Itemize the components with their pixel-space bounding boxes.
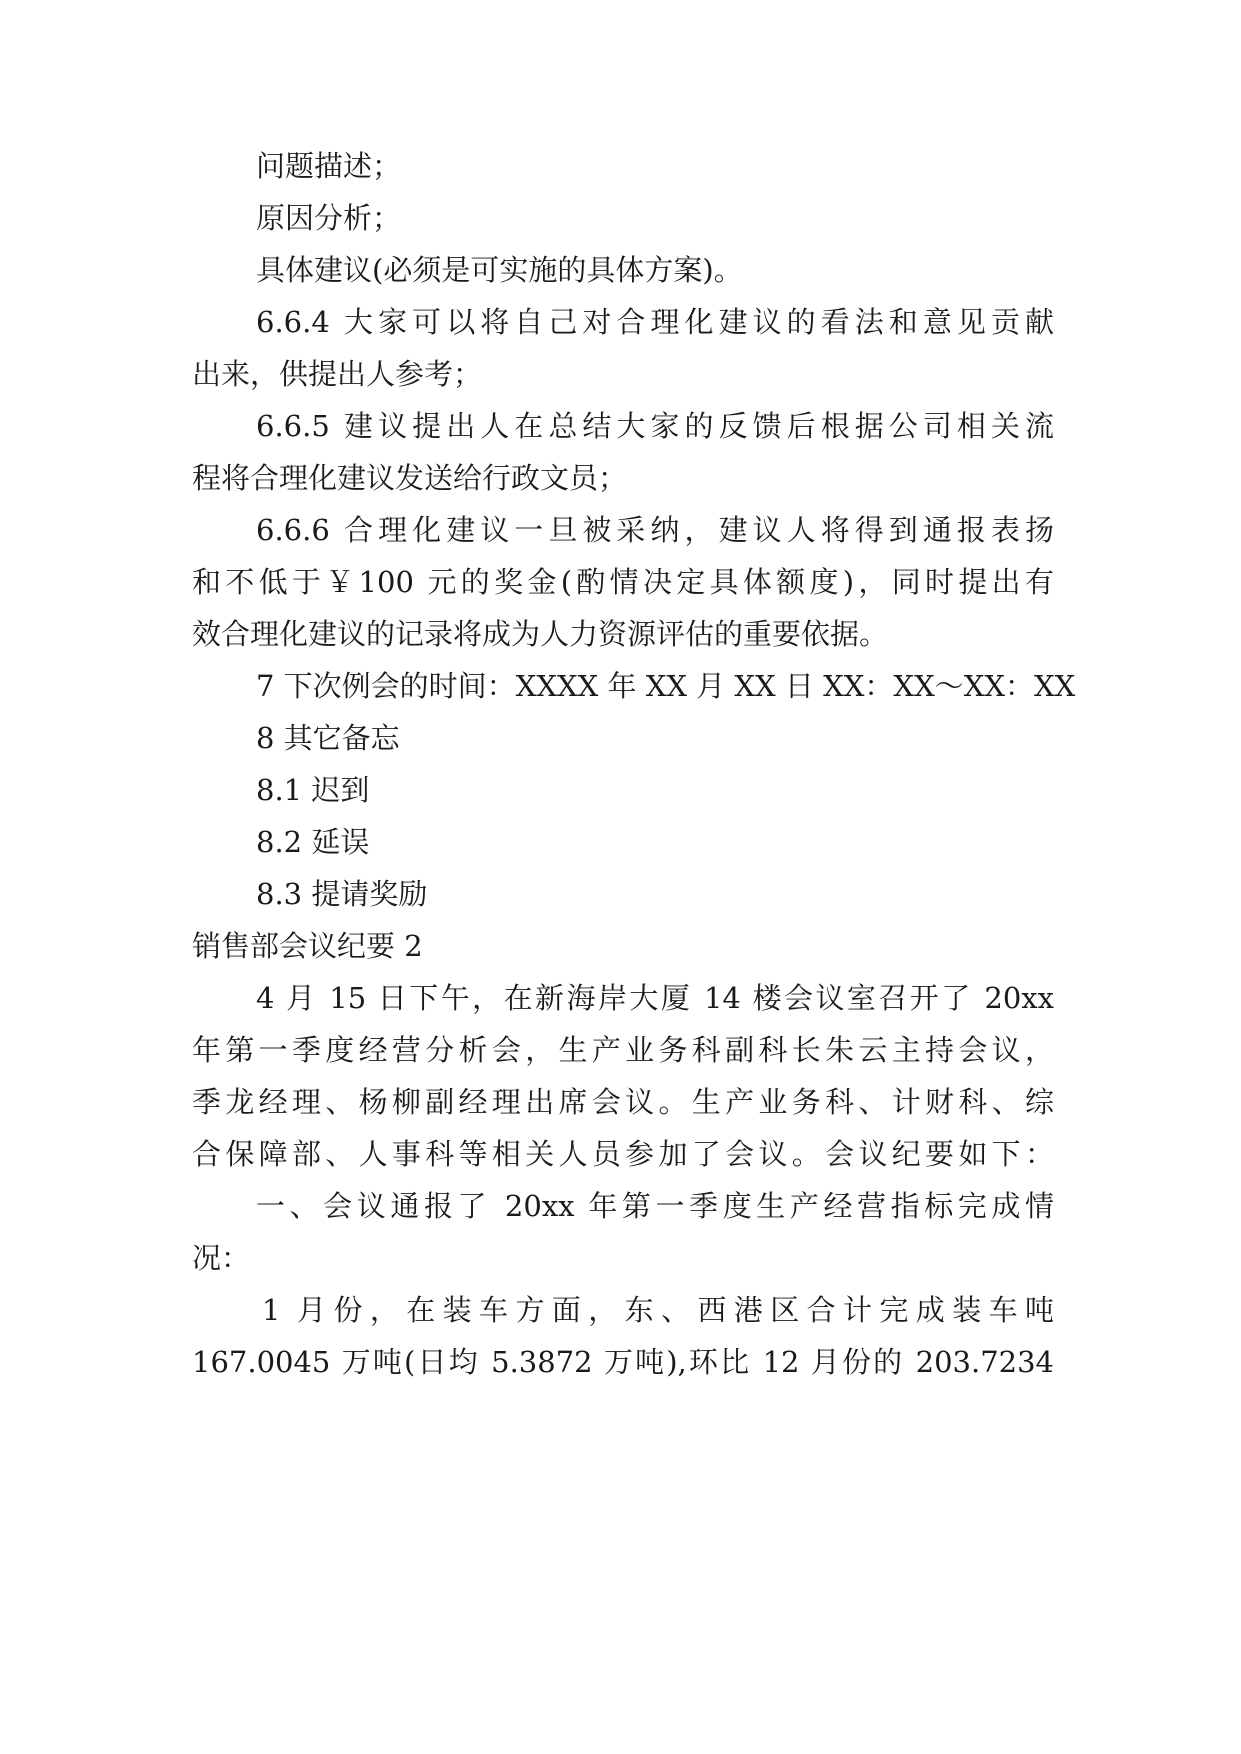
text-line: 效合理化建议的记录将成为人力资源评估的重要依据。 [192,617,889,651]
text-line: 季龙经理、杨柳副经理出席会议。生产业务科、计财科、综 [192,1085,1054,1119]
text-line: 6.6.5 建议提出人在总结大家的反馈后根据公司相关流 [256,409,1054,443]
text-line: 167.0045 万吨(日均 5.3872 万吨),环比 12 月份的 203.7234 [192,1345,1054,1379]
text-line: 6.6.6 合理化建议一旦被采纳，建议人将得到通报表扬 [256,513,1054,547]
text-line: 问题描述； [256,149,402,183]
text-line: 原因分析； [256,201,402,235]
section-heading: 销售部会议纪要 2 [192,929,423,963]
text-line: 一、会议通报了 20xx 年第一季度生产经营指标完成情 [256,1189,1054,1223]
text-line: 1 月份，在装车方面，东、西港区合计完成装车吨 [262,1293,1054,1327]
text-line: 4 月 15 日下午，在新海岸大厦 14 楼会议室召开了 20xx [256,981,1054,1015]
text-line: 8 其它备忘 [256,721,400,755]
text-line: 程将合理化建议发送给行政文员； [192,461,628,495]
text-line: 8.3 提请奖励 [256,877,428,911]
text-line: 8.1 迟到 [256,773,370,807]
text-line: 和不低于￥100 元的奖金(酌情决定具体额度)，同时提出有 [192,565,1054,599]
text-line: 7 下次例会的时间：XXXX 年 XX 月 XX 日 XX：XX～XX：XX [256,669,1076,703]
text-line: 合保障部、人事科等相关人员参加了会议。会议纪要如下： [192,1137,1054,1171]
text-line: 年第一季度经营分析会，生产业务科副科长朱云主持会议， [192,1033,1054,1067]
text-line: 6.6.4 大家可以将自己对合理化建议的看法和意见贡献 [256,305,1054,339]
text-line: 出来，供提出人参考； [192,357,483,391]
text-line: 8.2 延误 [256,825,370,859]
text-line: 况： [192,1241,251,1275]
text-line: 具体建议(必须是可实施的具体方案)。 [256,253,743,287]
